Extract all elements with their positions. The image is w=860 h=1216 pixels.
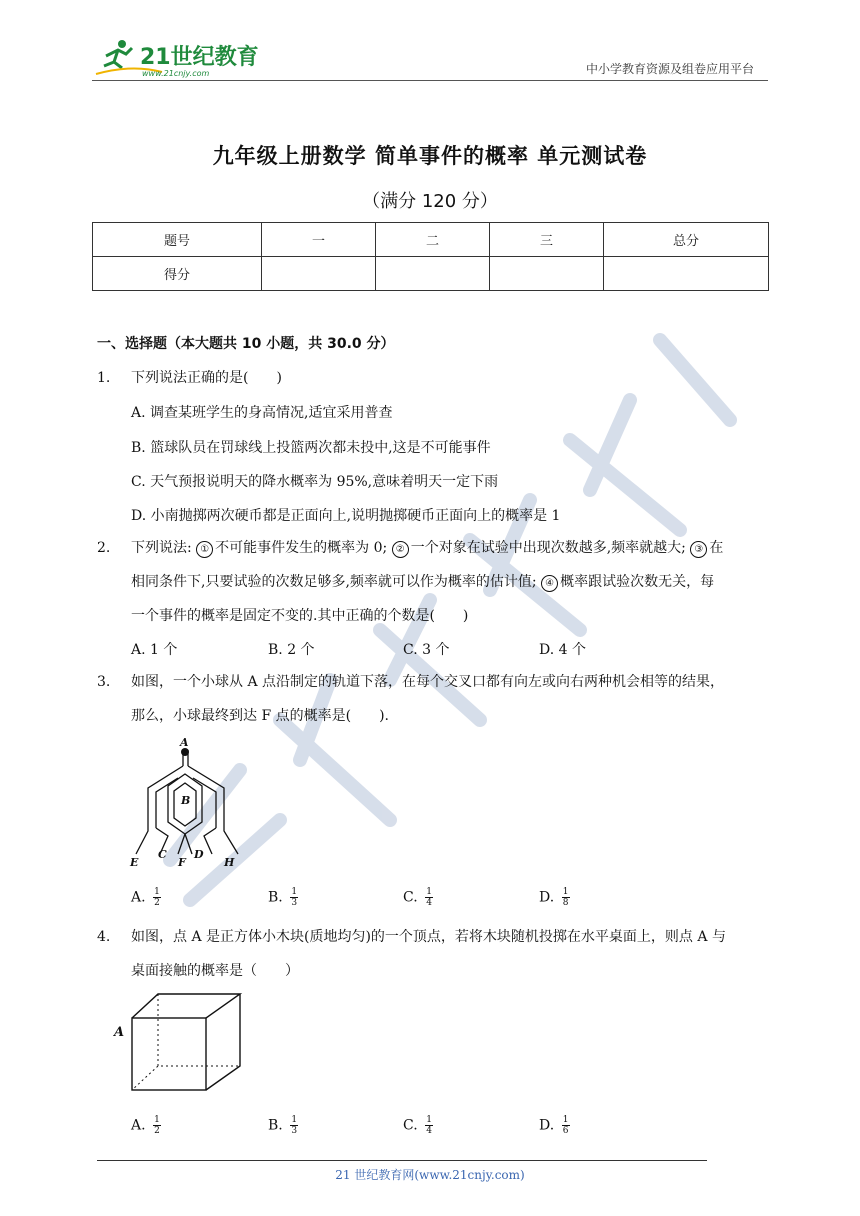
- circled-two-icon: ②: [392, 541, 409, 558]
- table-row: [93, 257, 769, 291]
- circled-four-icon: ④: [541, 575, 558, 592]
- table-cell: 二: [376, 223, 490, 257]
- option-d: D. 小南抛掷两次硬币都是正面向上,说明抛掷硬币正面向上的概率是 1: [131, 508, 561, 524]
- choice-b: [268, 1115, 298, 1136]
- question-text: 下列说法正确的是( ): [131, 370, 282, 386]
- numerator: 1: [562, 887, 569, 897]
- question-number: 3.: [97, 674, 111, 690]
- paper-title: 九年级上册数学 简单事件的概率 单元测试卷: [212, 144, 648, 168]
- label-c: C: [158, 848, 167, 861]
- choice-a: [131, 1115, 161, 1136]
- denominator: 2: [154, 898, 160, 908]
- header-platform-text: 中小学教育资源及组卷应用平台: [585, 62, 754, 76]
- fraction: [425, 887, 433, 908]
- label-d: D: [194, 848, 204, 861]
- table-row: [93, 223, 769, 257]
- table-cell: 一: [262, 223, 376, 257]
- choice-label: C.: [403, 889, 418, 906]
- denominator: 6: [562, 1126, 569, 1136]
- table-cell: 三: [490, 223, 604, 257]
- vertex-label-a: A: [114, 1025, 125, 1040]
- paper-subtitle: （满分 120 分）: [362, 191, 498, 212]
- choice-c: C. 3 个: [403, 642, 450, 658]
- score-input-cell[interactable]: [376, 257, 490, 291]
- cube-diagram: [108, 990, 248, 1096]
- numerator: 1: [562, 1115, 569, 1125]
- denominator: 4: [426, 1126, 432, 1136]
- circled-three-icon: ③: [690, 541, 707, 558]
- choice-c: [403, 887, 433, 908]
- denominator: 3: [291, 898, 298, 908]
- question-text: [131, 920, 771, 988]
- denominator: 8: [562, 898, 569, 908]
- fraction: [425, 1115, 433, 1136]
- footer-link[interactable]: 21 世纪教育网(www.21cnjy.com): [335, 1168, 525, 1182]
- question-text: [131, 665, 771, 733]
- logo-url: www.21cnjy.com: [142, 69, 210, 78]
- fraction: [290, 887, 298, 908]
- fraction: [153, 887, 161, 908]
- footer-divider: [97, 1160, 707, 1161]
- choice-b: B. 2 个: [268, 642, 315, 658]
- choice-label: D.: [539, 1117, 555, 1134]
- choice-label: D.: [539, 889, 555, 906]
- statement-intro: 下列说法:: [131, 540, 192, 556]
- table-cell: 得分: [93, 257, 262, 291]
- choice-d: D. 4 个: [539, 642, 586, 658]
- label-f: F: [178, 856, 186, 868]
- score-input-cell[interactable]: [604, 257, 769, 291]
- site-logo: [92, 36, 262, 80]
- ball-icon: [181, 748, 189, 756]
- numerator: 1: [154, 887, 160, 897]
- question-line-2: 那么，小球最终到达 F 点的概率是( ).: [131, 708, 389, 724]
- choice-d: [539, 1115, 570, 1136]
- choice-a: [131, 887, 161, 908]
- statement-question: 一个事件的概率是固定不变的.其中正确的个数是( ): [131, 608, 469, 624]
- question-line-2: 桌面接触的概率是（ ）: [131, 963, 299, 979]
- table-cell: 总分: [604, 223, 769, 257]
- ball-track-diagram: [128, 736, 246, 868]
- score-input-cell[interactable]: [262, 257, 376, 291]
- circled-one-icon: ①: [196, 541, 213, 558]
- numerator: 1: [426, 1115, 432, 1125]
- score-table: [92, 222, 769, 291]
- question-line-1: 如图，点 A 是正方体小木块(质地均匀)的一个顶点，若将木块随机投掷在水平桌面上，则点 A 与: [131, 929, 726, 945]
- fraction: [562, 1115, 570, 1136]
- choice-a: A. 1 个: [131, 642, 178, 658]
- denominator: 4: [426, 898, 432, 908]
- choice-b: [268, 887, 298, 908]
- choice-label: C.: [403, 1117, 418, 1134]
- statement-3-start: 在: [709, 540, 724, 556]
- option-b: B. 篮球队员在罚球线上投篮两次都未投中,这是不可能事件: [131, 440, 491, 456]
- choice-label: B.: [268, 1117, 283, 1134]
- question-number: 4.: [97, 929, 111, 945]
- statement-4: 概率跟试验次数无关，每: [560, 574, 715, 590]
- label-a: A: [180, 736, 189, 749]
- fraction: [153, 1115, 161, 1136]
- numerator: 1: [291, 887, 298, 897]
- choice-label: A.: [131, 889, 146, 906]
- denominator: 2: [154, 1126, 160, 1136]
- table-cell: 题号: [93, 223, 262, 257]
- question-number: 2.: [97, 540, 111, 556]
- option-c: C. 天气预报说明天的降水概率为 95%,意味着明天一定下雨: [131, 474, 499, 490]
- logo-text: 21世纪教育: [140, 45, 259, 70]
- question-line-1: 如图，一个小球从 A 点沿制定的轨道下落，在每个交叉口都有向左或向右两种机会相等的结果，: [131, 674, 725, 690]
- denominator: 3: [291, 1126, 298, 1136]
- option-a: A. 调查某班学生的身高情况,适宜采用普查: [131, 405, 393, 421]
- statement-3-end: 相同条件下,只要试验的次数足够多,频率就可以作为概率的估计值;: [131, 574, 537, 590]
- statement-1: 不可能事件发生的概率为 0;: [215, 540, 388, 556]
- choice-label: A.: [131, 1117, 146, 1134]
- statement-2: 一个对象在试验中出现次数越多,频率就越大;: [410, 540, 686, 556]
- numerator: 1: [154, 1115, 160, 1125]
- label-h: H: [224, 856, 235, 868]
- fraction: [562, 887, 570, 908]
- label-e: E: [130, 856, 139, 868]
- choice-c: [403, 1115, 433, 1136]
- choice-d: [539, 887, 570, 908]
- section-heading: 一、选择题（本大题共 10 小题，共 30.0 分）: [97, 336, 395, 352]
- fraction: [290, 1115, 298, 1136]
- question-text: [131, 531, 771, 633]
- question-number: 1.: [97, 370, 111, 386]
- score-input-cell[interactable]: [490, 257, 604, 291]
- header-divider: [92, 80, 768, 81]
- choice-label: B.: [268, 889, 283, 906]
- label-b: B: [181, 794, 191, 807]
- numerator: 1: [426, 887, 432, 897]
- numerator: 1: [291, 1115, 298, 1125]
